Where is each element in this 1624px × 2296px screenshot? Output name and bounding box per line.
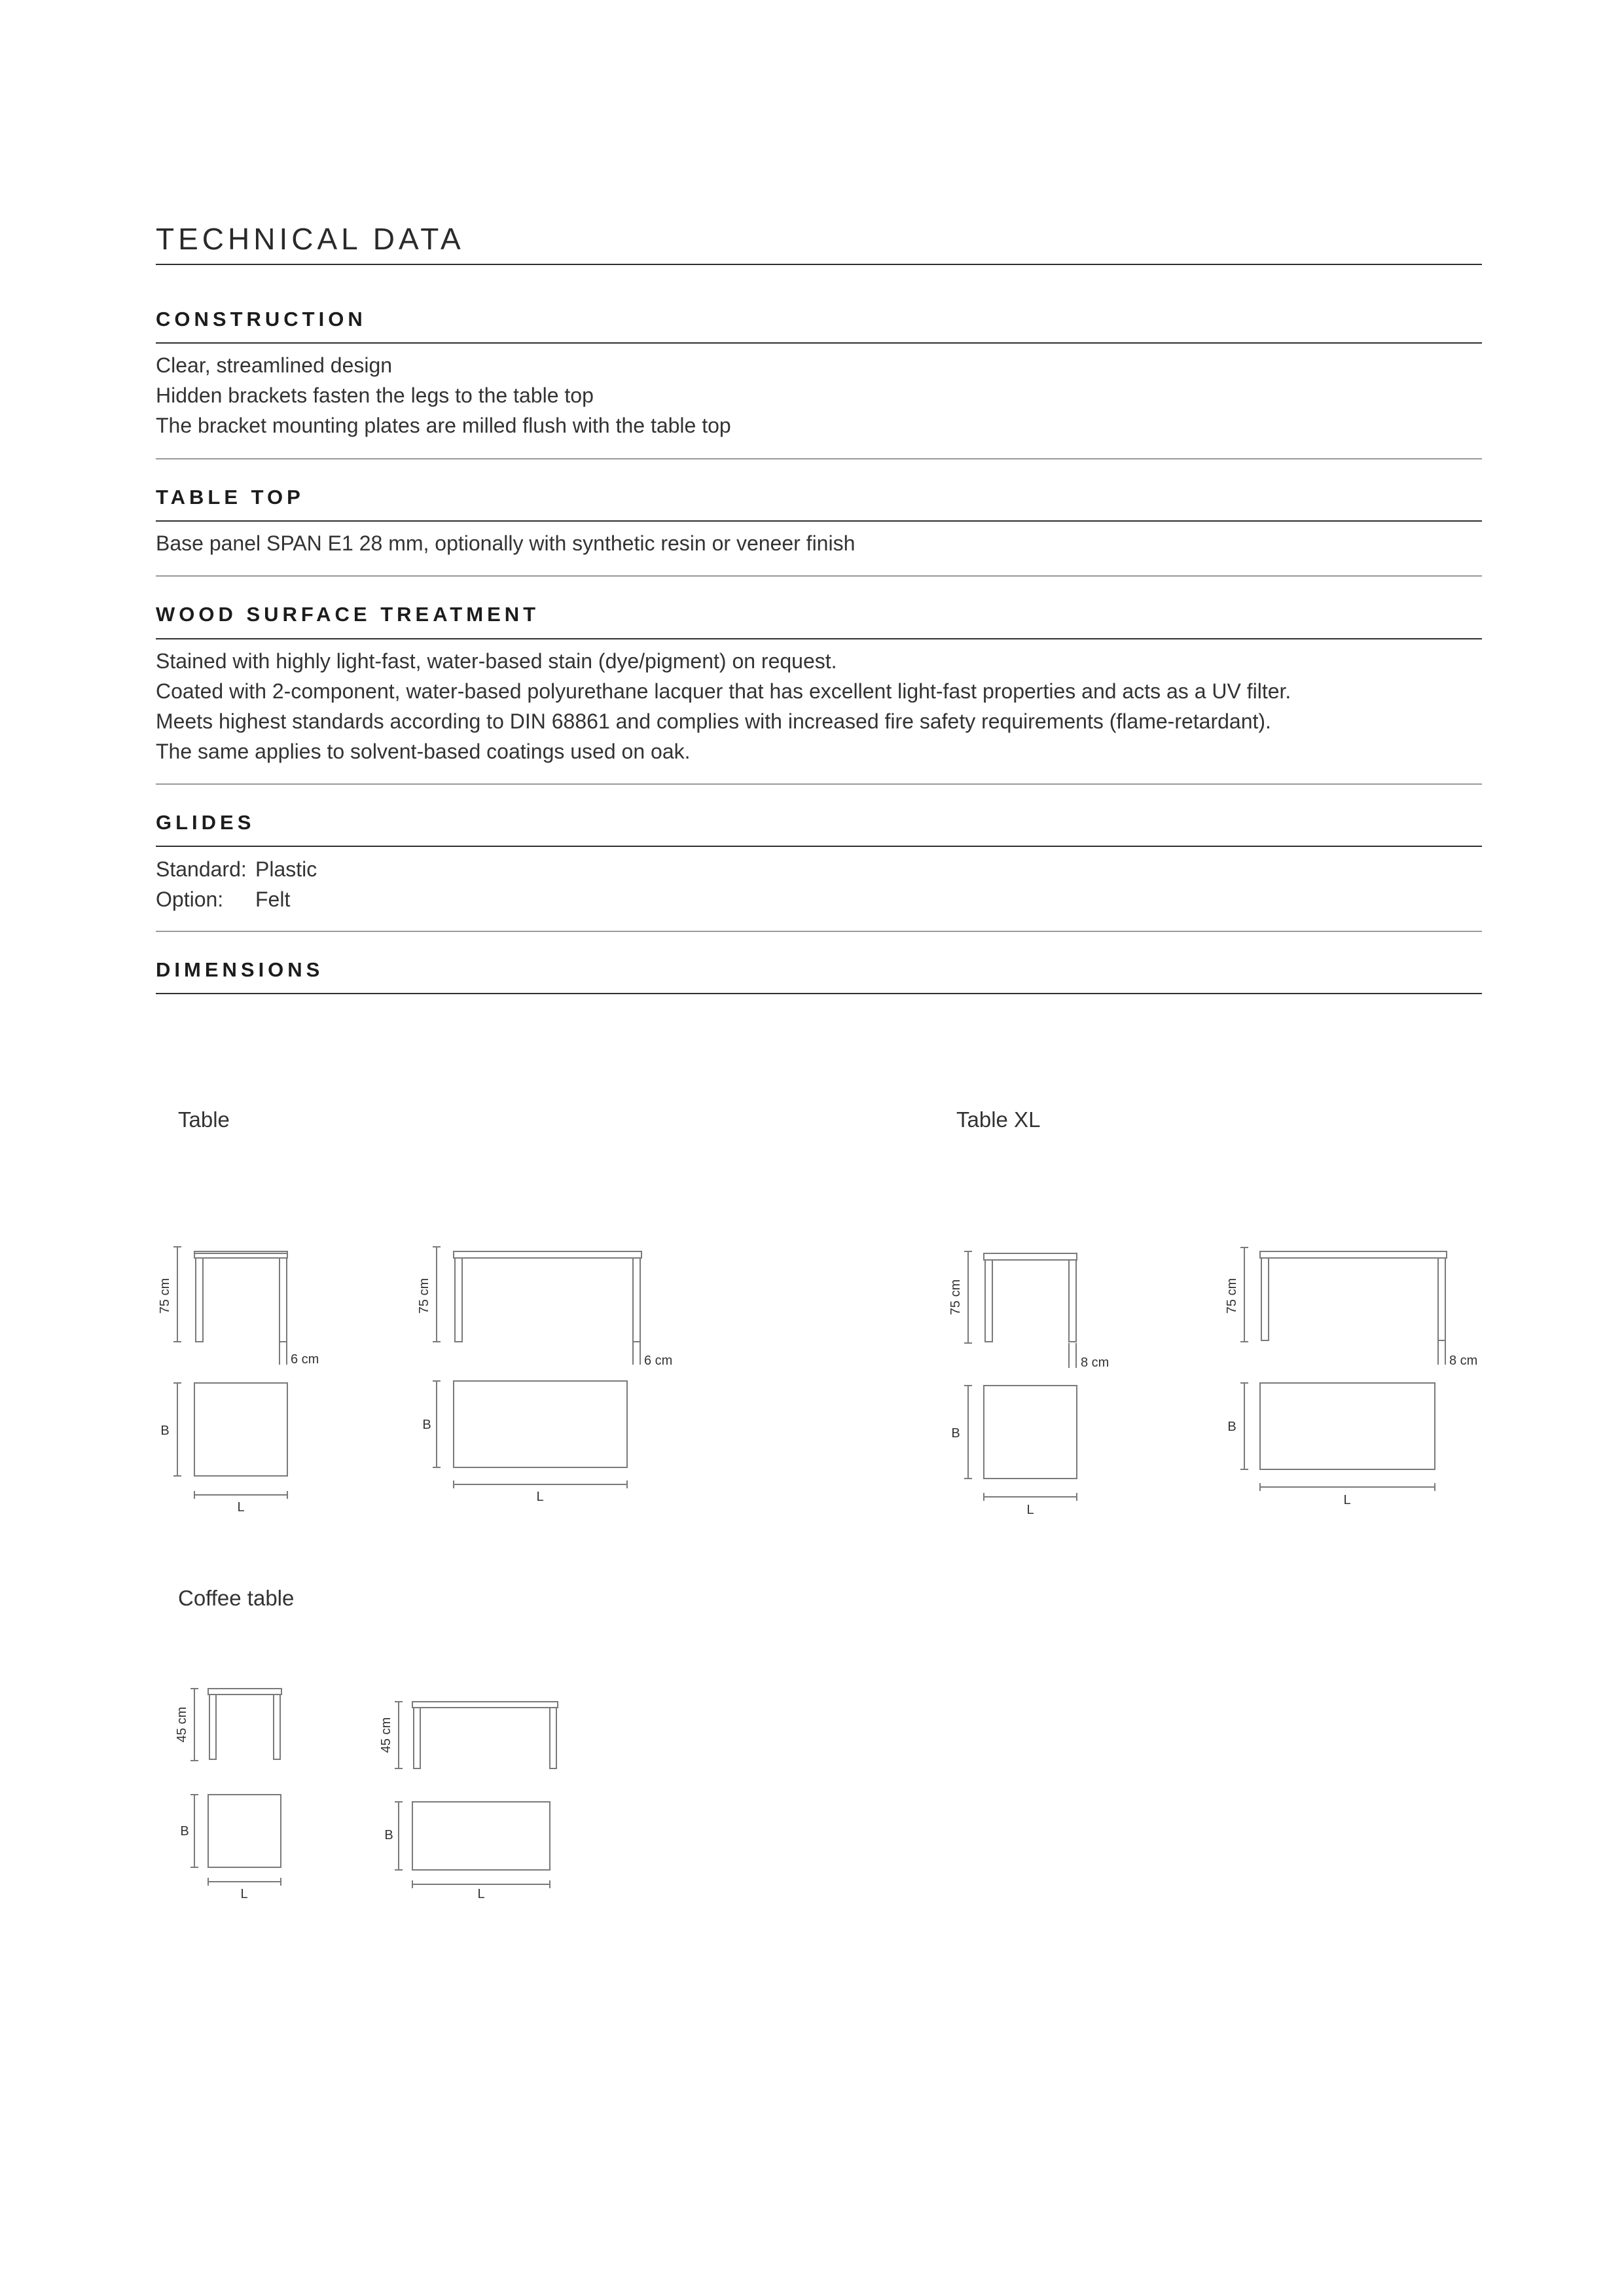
dimensions-heading: DIMENSIONS bbox=[156, 958, 324, 981]
length-label: L bbox=[240, 1887, 248, 1901]
glides-value: Felt bbox=[255, 888, 291, 911]
wood-surface-line: The same applies to solvent-based coatings used on oak. bbox=[156, 740, 691, 763]
breadth-label: B bbox=[1227, 1420, 1236, 1434]
height-label: 75 cm bbox=[948, 1279, 963, 1316]
breadth-label: B bbox=[422, 1418, 431, 1432]
group-label-table: Table bbox=[178, 1107, 230, 1132]
coffee-square-plan bbox=[190, 1795, 281, 1886]
height-label: 75 cm bbox=[1225, 1278, 1239, 1314]
glides-key: Option: bbox=[156, 888, 224, 911]
construction-line: The bracket mounting plates are milled flush with the table top bbox=[156, 414, 731, 437]
height-label: 75 cm bbox=[417, 1278, 431, 1314]
glides-key: Standard: bbox=[156, 857, 247, 881]
breadth-label: B bbox=[180, 1824, 189, 1839]
group-label-coffee-table: Coffee table bbox=[178, 1586, 295, 1610]
coffee-rect-plan bbox=[395, 1802, 550, 1888]
table-xl-square-plan bbox=[964, 1386, 1077, 1501]
group-label-table-xl: Table XL bbox=[956, 1107, 1041, 1132]
table-rect-plan bbox=[433, 1381, 627, 1488]
table-top-heading: TABLE TOP bbox=[156, 486, 304, 509]
construction-line: Hidden brackets fasten the legs to the table top bbox=[156, 384, 594, 407]
height-label: 45 cm bbox=[175, 1706, 189, 1743]
table-xl-rect-plan bbox=[1240, 1383, 1435, 1491]
wood-surface-line: Stained with highly light-fast, water-based stain (dye/pigment) on request. bbox=[156, 649, 837, 673]
breadth-label: B bbox=[384, 1828, 393, 1842]
length-label: L bbox=[536, 1490, 544, 1504]
construction-heading: CONSTRUCTION bbox=[156, 308, 367, 331]
leg-label: 8 cm bbox=[1081, 1355, 1110, 1370]
wood-surface-heading: WOOD SURFACE TREATMENT bbox=[156, 603, 540, 626]
table-rect-elevation bbox=[433, 1247, 641, 1365]
table-square-elevation bbox=[173, 1247, 287, 1365]
table-square-plan bbox=[173, 1383, 287, 1499]
height-label: 45 cm bbox=[379, 1717, 393, 1753]
leg-label: 6 cm bbox=[644, 1354, 673, 1368]
coffee-square-elevation bbox=[190, 1689, 281, 1761]
coffee-rect-elevation bbox=[395, 1702, 558, 1768]
leg-label: 8 cm bbox=[1449, 1354, 1478, 1368]
length-label: L bbox=[1026, 1503, 1034, 1517]
construction-line: Clear, streamlined design bbox=[156, 353, 393, 377]
length-label: L bbox=[477, 1887, 485, 1901]
leg-label: 6 cm bbox=[291, 1352, 319, 1367]
height-label: 75 cm bbox=[158, 1278, 172, 1314]
table-xl-square-elevation bbox=[964, 1251, 1077, 1368]
table-xl-rect-elevation bbox=[1240, 1247, 1447, 1365]
length-label: L bbox=[1343, 1493, 1351, 1507]
breadth-label: B bbox=[160, 1424, 170, 1438]
page-title: TECHNICAL DATA bbox=[156, 222, 465, 256]
glides-value: Plastic bbox=[255, 857, 317, 881]
wood-surface-line: Coated with 2-component, water-based polyurethane lacquer that has excellent light-fast properties and acts as a UV filter. bbox=[156, 679, 1291, 703]
wood-surface-line: Meets highest standards according to DIN 68861 and complies with increased fire safety requirements (flame-retardant). bbox=[156, 709, 1271, 733]
glides-heading: GLIDES bbox=[156, 811, 255, 834]
table-top-line: Base panel SPAN E1 28 mm, optionally with synthetic resin or veneer finish bbox=[156, 531, 856, 555]
breadth-label: B bbox=[951, 1426, 960, 1441]
length-label: L bbox=[237, 1500, 245, 1515]
